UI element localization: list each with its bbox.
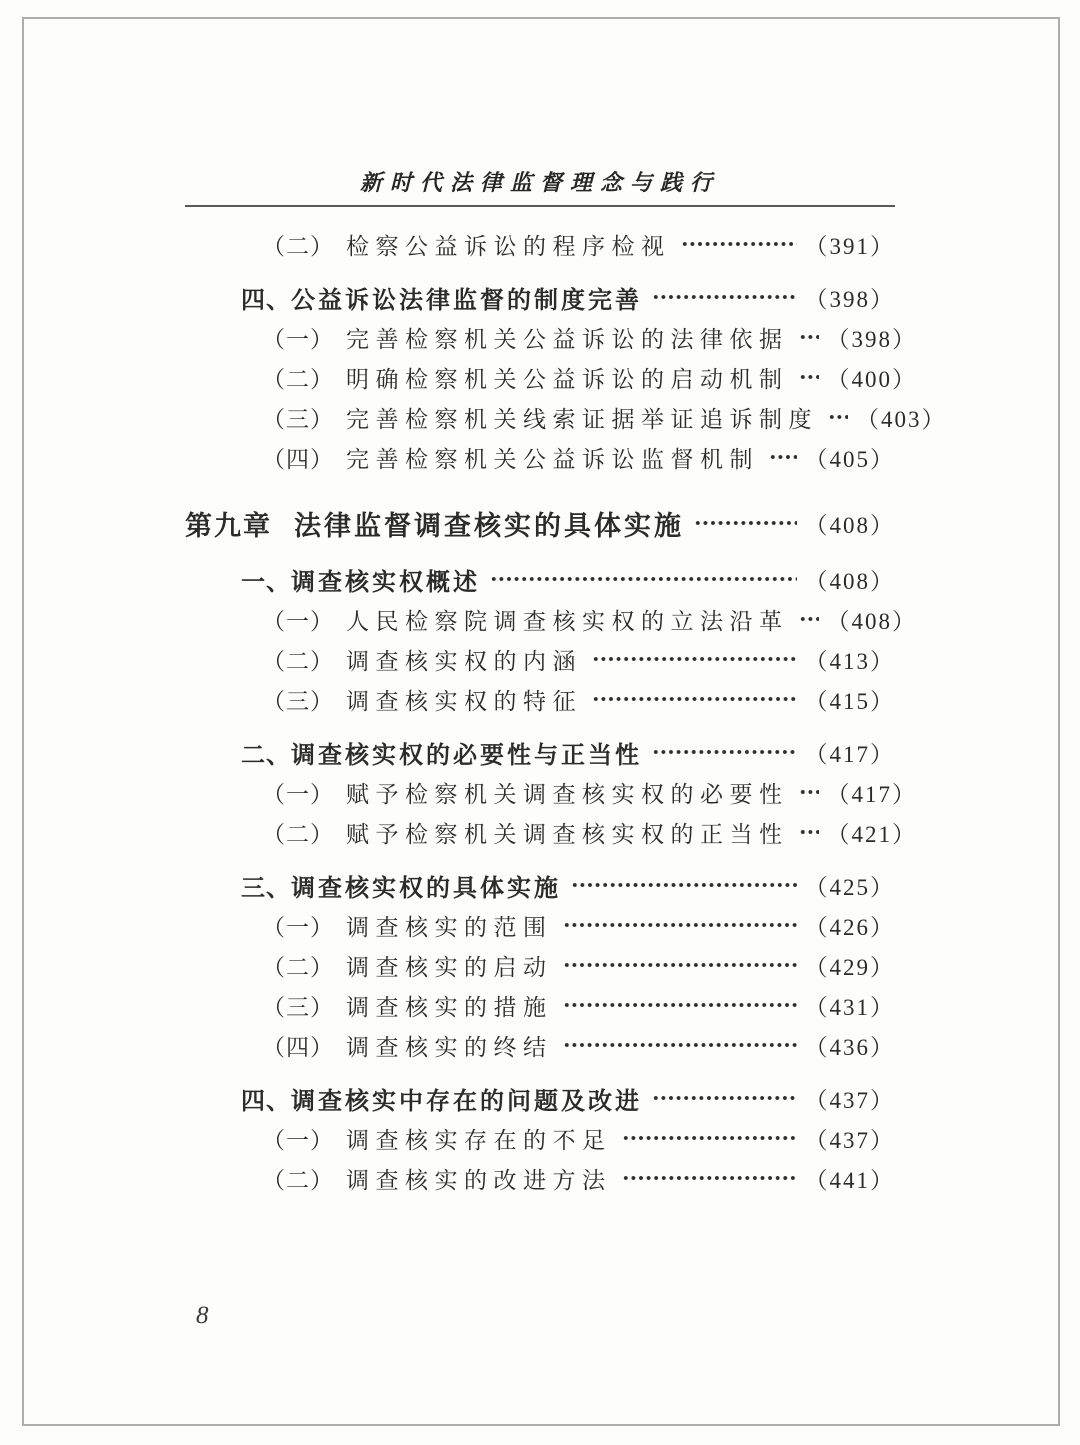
toc-entry-number: （二） [262,233,334,259]
toc-entry [185,812,917,852]
dot-leader [622,1171,797,1185]
toc-entry [185,1158,895,1198]
toc-entry-number: 四、 [241,287,291,314]
toc-entry-page: （417） [804,741,895,767]
toc-entry-title: 调查核实的措施 [346,994,553,1020]
toc-entry-title: 法律监督调查核实的具体实施 [294,510,684,541]
toc-entry [185,599,917,639]
toc-entry-page: （398） [826,326,917,352]
toc-entry-number: 三、 [241,875,291,902]
toc-entry [185,865,895,905]
toc-entry-title: 赋予检察机关调查核实权的必要性 [346,781,789,807]
toc-entry-number: （一） [262,1127,334,1153]
toc-entry [185,945,895,985]
toc-entry [185,437,895,477]
toc-entry-number: （一） [262,914,334,940]
toc-entry-page: （431） [804,994,895,1020]
dot-leader [571,878,797,892]
dot-leader [563,958,797,972]
toc-entry-page: （415） [804,688,895,714]
toc-entry-number: （一） [262,781,334,807]
dot-leader [799,785,819,799]
toc-entry-page: （426） [804,914,895,940]
toc-entry-title: 调查核实权的必要性与正当性 [291,742,642,769]
dot-leader [799,330,819,344]
dot-leader [828,410,848,424]
toc-entry [185,1078,895,1118]
toc-entry-number: （二） [262,954,334,980]
toc-entry-page: （436） [804,1034,895,1060]
toc-entry-number: （三） [262,994,334,1020]
toc-entry [185,501,895,545]
toc-entry-page: （413） [804,648,895,674]
toc-entry [185,905,895,945]
toc-entry-title: 调查核实权的具体实施 [291,875,561,902]
toc-entry-number: （四） [262,446,334,472]
running-header: 新时代法律监督理念与践行 [359,170,720,195]
toc-entry [185,639,895,679]
toc-entry-number: 四、 [241,1088,291,1115]
toc-entry-title: 调查核实的范围 [346,914,553,940]
dot-leader [799,370,819,384]
toc-entry-page: （437） [804,1087,895,1113]
dot-leader [681,237,797,251]
toc-entry-title: 完善检察机关公益诉讼监督机制 [346,446,759,472]
toc-entry-number: （二） [262,1167,334,1193]
dot-leader [799,825,819,839]
toc-entry-page: （421） [826,821,917,847]
toc-entry [185,679,895,719]
toc-entry-title: 调查核实的启动 [346,954,553,980]
dot-leader [592,692,797,706]
toc-entry-page: （400） [826,366,917,392]
toc-entry-number: （二） [262,648,334,674]
toc-entry-page: （417） [826,781,917,807]
dot-leader [652,1091,797,1105]
toc-entry-number: （二） [262,366,334,392]
toc-entry-page: （441） [804,1167,895,1193]
toc-entry-page: （405） [804,446,895,472]
page-number: 8 [196,1302,209,1329]
toc-entry [185,772,917,812]
toc-entry-number: （一） [262,608,334,634]
toc-entry-title: 调查核实的终结 [346,1034,553,1060]
toc-entry-number: （一） [262,326,334,352]
dot-leader [652,745,797,759]
toc-entry-number: （三） [262,406,334,432]
dot-leader [563,918,797,932]
toc-entry-number: （二） [262,821,334,847]
toc-entry-title: 调查核实权概述 [291,569,480,596]
toc-entry-page: （391） [804,233,895,259]
toc-entry-title: 调查核实的改进方法 [346,1167,612,1193]
toc-entry [185,397,947,437]
toc-entry-page: （408） [804,512,895,538]
dot-leader [622,1131,797,1145]
toc-entry-title: 完善检察机关公益诉讼的法律依据 [346,326,789,352]
toc-entry-number: 一、 [241,569,291,596]
toc-entry-title: 调查核实权的内涵 [346,648,582,674]
toc-entry-title: 检察公益诉讼的程序检视 [346,233,671,259]
toc-entry-page: （425） [804,874,895,900]
toc-entry [185,985,895,1025]
toc-entry-title: 公益诉讼法律监督的制度完善 [291,287,642,314]
toc-entry-page: （437） [804,1127,895,1153]
dot-leader [694,516,797,530]
toc-entry-number: （三） [262,688,334,714]
dot-leader [652,290,797,304]
toc-entry-title: 人民检察院调查核实权的立法沿革 [346,608,789,634]
toc-entry-title: 调查核实权的特征 [346,688,582,714]
header-rule [185,205,895,207]
toc-entry-number: 二、 [241,742,291,769]
toc-entry [185,224,895,264]
toc-entry-page: （398） [804,286,895,312]
toc-entry [185,732,895,772]
toc-entry [185,357,917,397]
toc-entry-page: （429） [804,954,895,980]
toc-entry-title: 调查核实存在的不足 [346,1127,612,1153]
toc-entry-title: 完善检察机关线索证据举证追诉制度 [346,406,818,432]
dot-leader [563,1038,797,1052]
toc-entry [185,1025,895,1065]
toc-entry-page: （408） [826,608,917,634]
dot-leader [563,998,797,1012]
toc-entry-number: 第九章 [185,510,272,541]
toc-entry-page: （403） [856,406,947,432]
toc-entry [185,277,895,317]
dot-leader [592,652,797,666]
dot-leader [799,612,819,626]
toc-entry [185,317,917,357]
toc-entry-title: 明确检察机关公益诉讼的启动机制 [346,366,789,392]
toc-entry-number: （四） [262,1034,334,1060]
table-of-contents [185,224,947,1198]
toc-entry [185,559,895,599]
toc-entry-title: 调查核实中存在的问题及改进 [291,1088,642,1115]
toc-entry-page: （408） [804,568,895,594]
dot-leader [490,572,797,586]
dot-leader [769,450,797,464]
toc-entry-title: 赋予检察机关调查核实权的正当性 [346,821,789,847]
toc-entry [185,1118,895,1158]
